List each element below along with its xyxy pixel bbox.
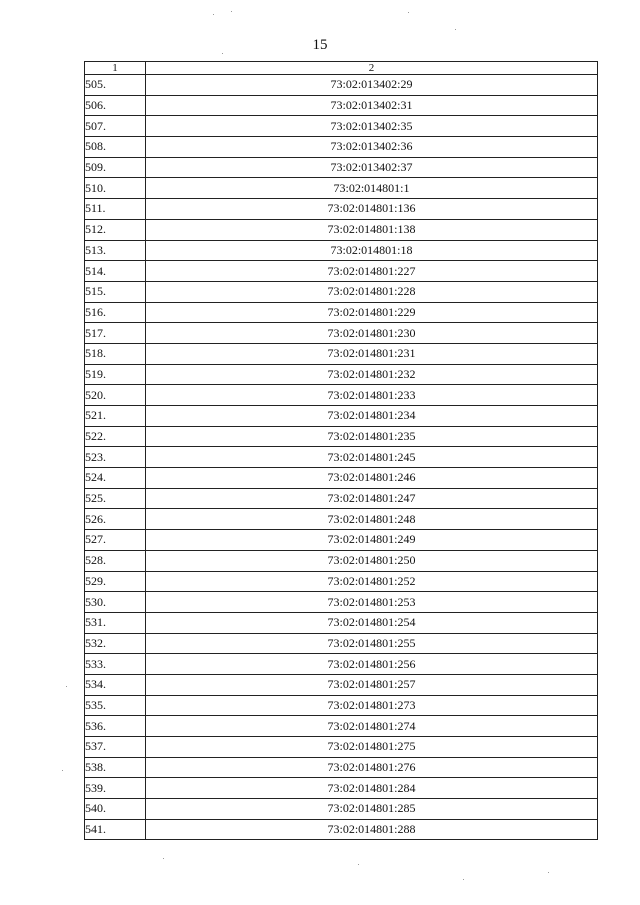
table-row: [85, 716, 598, 737]
row-number: 517.: [85, 323, 146, 344]
header-row: [85, 62, 598, 75]
row-number: 538.: [85, 757, 146, 778]
scan-speck: [213, 14, 214, 15]
column-header-1: 1: [85, 62, 146, 75]
table-row: [85, 509, 598, 530]
row-number: 528.: [85, 550, 146, 571]
cadastral-number: 73:02:014801:246: [146, 468, 598, 489]
cadastral-number: 73:02:014801:248: [146, 509, 598, 530]
row-number: 509.: [85, 157, 146, 178]
cadastral-number: 73:02:013402:36: [146, 137, 598, 158]
table-row: [85, 819, 598, 840]
table-row: [85, 468, 598, 489]
table-row: [85, 488, 598, 509]
cadastral-number: 73:02:014801:274: [146, 716, 598, 737]
table-row: [85, 426, 598, 447]
cadastral-number: 73:02:014801:227: [146, 261, 598, 282]
row-number: 515.: [85, 281, 146, 302]
table-body: [85, 75, 598, 840]
row-number: 511.: [85, 199, 146, 220]
row-number: 518.: [85, 343, 146, 364]
cadastral-number: 73:02:014801:1: [146, 178, 598, 199]
cadastral-number: 73:02:014801:136: [146, 199, 598, 220]
cadastral-number: 73:02:014801:253: [146, 592, 598, 613]
cadastral-number: 73:02:013402:29: [146, 75, 598, 96]
cadastral-number: 73:02:014801:138: [146, 219, 598, 240]
table-row: [85, 116, 598, 137]
row-number: 537.: [85, 737, 146, 758]
table-row: [85, 550, 598, 571]
row-number: 507.: [85, 116, 146, 137]
table-row: [85, 695, 598, 716]
row-number: 516.: [85, 302, 146, 323]
cadastral-number: 73:02:014801:255: [146, 633, 598, 654]
table-row: [85, 240, 598, 261]
row-number: 527.: [85, 530, 146, 551]
table-row: [85, 571, 598, 592]
cadastral-number: 73:02:014801:230: [146, 323, 598, 344]
table-row: [85, 178, 598, 199]
cadastral-number: 73:02:014801:275: [146, 737, 598, 758]
table-row: [85, 95, 598, 116]
table-row: [85, 281, 598, 302]
table-row: [85, 199, 598, 220]
cadastral-number: 73:02:014801:276: [146, 757, 598, 778]
table-row: [85, 157, 598, 178]
table-row: [85, 385, 598, 406]
table-row: [85, 137, 598, 158]
cadastral-number: 73:02:014801:256: [146, 654, 598, 675]
cadastral-number: 73:02:014801:288: [146, 819, 598, 840]
cadastral-number: 73:02:014801:228: [146, 281, 598, 302]
cadastral-number: 73:02:014801:231: [146, 343, 598, 364]
cadastral-number: 73:02:014801:18: [146, 240, 598, 261]
cadastral-number: 73:02:014801:234: [146, 406, 598, 427]
cadastral-number: 73:02:013402:35: [146, 116, 598, 137]
cadastral-number: 73:02:014801:229: [146, 302, 598, 323]
cadastral-number: 73:02:013402:31: [146, 95, 598, 116]
cadastral-number: 73:02:014801:257: [146, 674, 598, 695]
row-number: 505.: [85, 75, 146, 96]
row-number: 526.: [85, 509, 146, 530]
row-number: 506.: [85, 95, 146, 116]
row-number: 534.: [85, 674, 146, 695]
table-row: [85, 530, 598, 551]
row-number: 535.: [85, 695, 146, 716]
row-number: 533.: [85, 654, 146, 675]
table-row: [85, 75, 598, 96]
row-number: 519.: [85, 364, 146, 385]
scan-speck: [231, 11, 232, 12]
cadastral-number: 73:02:014801:232: [146, 364, 598, 385]
table-row: [85, 592, 598, 613]
table-row: [85, 323, 598, 344]
table-row: [85, 219, 598, 240]
table-row: [85, 364, 598, 385]
table-row: [85, 302, 598, 323]
row-number: 540.: [85, 799, 146, 820]
table-row: [85, 343, 598, 364]
cadastral-number: 73:02:014801:285: [146, 799, 598, 820]
row-number: 508.: [85, 137, 146, 158]
row-number: 525.: [85, 488, 146, 509]
table-row: [85, 612, 598, 633]
row-number: 522.: [85, 426, 146, 447]
scan-speck: [548, 872, 549, 873]
row-number: 510.: [85, 178, 146, 199]
cadastral-number: 73:02:014801:273: [146, 695, 598, 716]
cadastral-number: 73:02:014801:245: [146, 447, 598, 468]
cadastral-table: [84, 61, 598, 840]
row-number: 536.: [85, 716, 146, 737]
row-number: 523.: [85, 447, 146, 468]
scan-speck: [408, 12, 409, 13]
row-number: 512.: [85, 219, 146, 240]
cadastral-number: 73:02:014801:247: [146, 488, 598, 509]
table-row: [85, 757, 598, 778]
scan-speck: [455, 29, 456, 30]
table-row: [85, 261, 598, 282]
row-number: 532.: [85, 633, 146, 654]
cadastral-number: 73:02:014801:249: [146, 530, 598, 551]
row-number: 530.: [85, 592, 146, 613]
table-row: [85, 633, 598, 654]
table-row: [85, 674, 598, 695]
table-row: [85, 799, 598, 820]
table-row: [85, 778, 598, 799]
scan-speck: [62, 770, 63, 771]
cadastral-number: 73:02:014801:233: [146, 385, 598, 406]
page-number: 15: [312, 37, 328, 53]
cadastral-number: 73:02:013402:37: [146, 157, 598, 178]
table-row: [85, 447, 598, 468]
cadastral-number: 73:02:014801:235: [146, 426, 598, 447]
scan-speck: [222, 53, 223, 54]
row-number: 514.: [85, 261, 146, 282]
table-row: [85, 654, 598, 675]
row-number: 531.: [85, 612, 146, 633]
cadastral-number: 73:02:014801:250: [146, 550, 598, 571]
column-header-2: 2: [146, 62, 598, 75]
row-number: 541.: [85, 819, 146, 840]
cadastral-number: 73:02:014801:254: [146, 612, 598, 633]
table-row: [85, 406, 598, 427]
scan-speck: [163, 858, 164, 859]
row-number: 529.: [85, 571, 146, 592]
cadastral-number: 73:02:014801:284: [146, 778, 598, 799]
scan-speck: [463, 879, 464, 880]
row-number: 524.: [85, 468, 146, 489]
cadastral-number: 73:02:014801:252: [146, 571, 598, 592]
row-number: 520.: [85, 385, 146, 406]
table-header: [85, 62, 598, 75]
table-row: [85, 737, 598, 758]
scan-speck: [358, 864, 359, 865]
scan-speck: [66, 686, 67, 687]
row-number: 539.: [85, 778, 146, 799]
row-number: 521.: [85, 406, 146, 427]
row-number: 513.: [85, 240, 146, 261]
